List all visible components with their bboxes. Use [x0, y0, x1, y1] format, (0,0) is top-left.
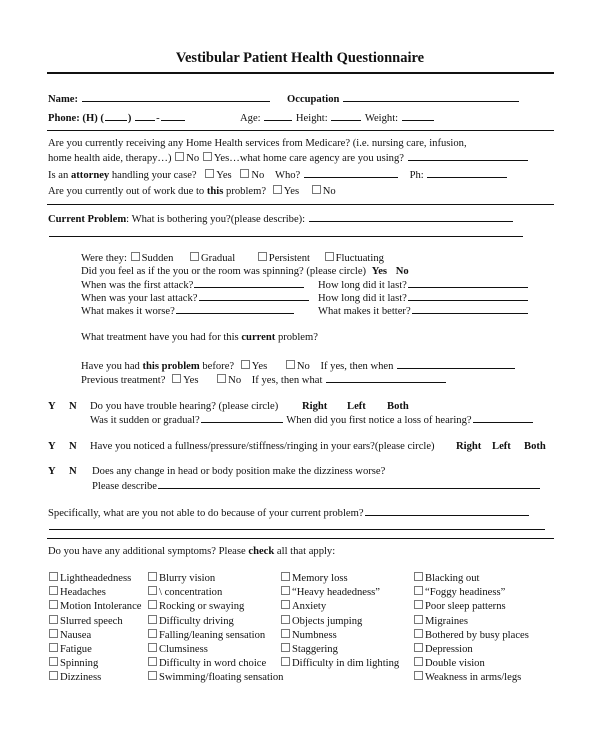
hearing-yes[interactable]: Y — [48, 401, 56, 412]
had-before-no-checkbox[interactable] — [286, 360, 295, 369]
symptom-checkbox[interactable] — [281, 572, 290, 581]
phone-label: Phone: (H) ( — [48, 113, 104, 124]
symptom-label: Lightheadedness — [60, 573, 132, 584]
limitations-field[interactable] — [365, 506, 529, 516]
home-health-line2: home health aide, therapy…) No Yes…what home care agency are you using? — [48, 151, 529, 165]
current-problem-field-2[interactable] — [49, 227, 523, 237]
symptom-checkbox[interactable] — [148, 657, 157, 666]
had-before-when-field[interactable] — [397, 359, 515, 369]
symptom-label: Blacking out — [425, 573, 480, 584]
symptom-checkbox[interactable] — [414, 586, 423, 595]
position-yes[interactable]: Y — [48, 466, 56, 477]
symptom-item[interactable] — [147, 657, 266, 670]
symptom-label: Slurred speech — [60, 615, 123, 627]
symptom-label: “Foggy headiness” — [425, 587, 506, 599]
symptom-item[interactable] — [48, 615, 123, 628]
phone-close-paren: ) — [127, 113, 132, 124]
first-attack-field[interactable] — [194, 278, 304, 288]
treatment-row: What treatment have you had for this current problem? — [81, 332, 318, 343]
phone-area-field[interactable] — [105, 111, 127, 121]
symptom-checkbox[interactable] — [281, 643, 290, 652]
ears-question: Have you noticed a fullness/pressure/stiffness/ringing in your ears?(please circle) — [90, 441, 435, 452]
symptom-checkbox[interactable] — [148, 615, 157, 624]
symptom-checkbox[interactable] — [49, 671, 58, 680]
last-attack-duration-field[interactable] — [408, 291, 528, 301]
symptom-label: “Heavy headedness” — [292, 587, 380, 599]
last-attack-row: When was your last attack? — [81, 291, 310, 305]
gradual-checkbox[interactable] — [190, 252, 199, 261]
hearing-no[interactable]: N — [69, 401, 77, 412]
last-attack-field[interactable] — [199, 291, 309, 301]
symptom-label: Blurry vision — [159, 573, 216, 584]
age-label: Age: — [240, 113, 261, 124]
symptom-label: Falling/leaning sensation — [159, 629, 266, 641]
symptom-item[interactable] — [413, 600, 506, 613]
symptom-label: Double vision — [425, 658, 485, 670]
symptom-item[interactable] — [48, 629, 91, 642]
current-problem-field[interactable] — [309, 212, 513, 222]
symptom-checkbox[interactable] — [414, 600, 423, 609]
symptom-checkbox[interactable] — [49, 657, 58, 666]
symptom-label: Difficulty in word choice — [159, 658, 267, 670]
symptom-item[interactable] — [147, 586, 222, 599]
symptom-checkbox[interactable] — [148, 643, 157, 652]
sudden-checkbox[interactable] — [131, 252, 140, 261]
weight-label: Weight: — [364, 113, 399, 124]
position-no[interactable]: N — [69, 466, 77, 477]
symptom-label: Weakness in arms/legs — [425, 672, 522, 684]
symptom-label: Objects jumping — [292, 615, 363, 627]
occupation-row — [287, 92, 520, 106]
home-care-agency-field[interactable] — [408, 151, 528, 161]
symptom-label: Memory loss — [292, 573, 348, 584]
first-attack-duration-field[interactable] — [408, 278, 528, 288]
hearing-both[interactable]: Both — [387, 401, 409, 412]
persistent-checkbox[interactable] — [258, 252, 267, 261]
symptom-label: Nausea — [60, 629, 92, 641]
occupation-label: Occupation — [287, 94, 340, 105]
previous-treatment-what-field[interactable] — [326, 373, 446, 383]
symptom-item[interactable] — [280, 572, 348, 585]
symptom-item[interactable] — [147, 629, 265, 642]
title-divider — [47, 72, 554, 74]
symptom-item[interactable] — [280, 657, 399, 670]
symptom-item[interactable] — [413, 586, 505, 599]
symptom-item[interactable] — [280, 600, 326, 613]
symptom-label: Depression — [425, 644, 473, 655]
symptom-checkbox[interactable] — [281, 586, 290, 595]
symptom-item[interactable] — [48, 586, 106, 599]
symptom-label: Difficulty in dim lighting — [292, 658, 400, 670]
attorney-who-field[interactable] — [304, 168, 398, 178]
symptom-label: Dizziness — [60, 672, 102, 684]
symptom-label: Motion Intolerance — [60, 601, 142, 613]
spinning-yes[interactable]: Yes — [371, 266, 388, 277]
symptom-checkbox[interactable] — [49, 629, 58, 638]
symptom-checkbox[interactable] — [49, 572, 58, 581]
hearing-right[interactable]: Right — [302, 401, 328, 412]
symptom-checkbox[interactable] — [414, 671, 423, 680]
symptom-checkbox[interactable] — [281, 600, 290, 609]
symptom-item[interactable] — [147, 671, 283, 684]
hearing-onset-field[interactable] — [201, 413, 283, 423]
symptom-label: Clumsiness — [159, 644, 208, 655]
out-of-work-yes-checkbox[interactable] — [273, 185, 282, 194]
symptom-item[interactable] — [48, 572, 131, 585]
symptom-item[interactable] — [413, 629, 529, 642]
symptom-checkbox[interactable] — [414, 629, 423, 638]
out-of-work-row: Are you currently out of work due to this problem? Yes No — [48, 186, 336, 197]
symptom-checkbox[interactable] — [414, 657, 423, 666]
symptom-checkbox[interactable] — [49, 615, 58, 624]
position-describe-field[interactable] — [158, 479, 540, 489]
name-field[interactable] — [82, 92, 270, 102]
ears-yes[interactable]: Y — [48, 441, 56, 452]
symptom-checkbox[interactable] — [281, 615, 290, 624]
home-health-yes-checkbox[interactable] — [203, 152, 212, 161]
better-field[interactable] — [412, 304, 528, 314]
symptom-checkbox[interactable] — [414, 572, 423, 581]
had-before-row: Have you had this problem before? Yes No If yes, then when — [81, 359, 516, 373]
symptom-checkbox[interactable] — [148, 629, 157, 638]
symptom-checkbox[interactable] — [148, 572, 157, 581]
name-row — [48, 92, 271, 106]
symptom-item[interactable] — [413, 572, 479, 585]
symptom-label: Anxiety — [292, 601, 327, 613]
had-before-yes-checkbox[interactable] — [241, 360, 250, 369]
symptom-item[interactable] — [48, 671, 101, 684]
last-attack-duration-row: How long did it last? — [318, 291, 529, 305]
hearing-onset-row: Was it sudden or gradual? When did you first notice a loss of hearing? — [90, 413, 534, 427]
symptom-checkbox[interactable] — [148, 586, 157, 595]
phone-dash: - — [156, 113, 160, 124]
symptom-item[interactable] — [413, 615, 468, 628]
hearing-question: Do you have trouble hearing? (please circle) — [90, 401, 279, 412]
worse-field[interactable] — [176, 304, 294, 314]
phone-row — [48, 111, 186, 125]
hearing-loss-date-field[interactable] — [473, 413, 533, 423]
age-row — [240, 111, 435, 125]
better-row: What makes it better? — [318, 304, 529, 318]
symptom-item[interactable] — [147, 643, 208, 656]
symptom-item[interactable] — [48, 643, 92, 656]
symptom-label: Numbness — [292, 629, 337, 641]
symptom-label: Rocking or swaying — [159, 601, 245, 613]
spinning-no[interactable]: No — [395, 266, 409, 277]
symptom-item[interactable] — [280, 586, 380, 599]
symptom-checkbox[interactable] — [49, 643, 58, 652]
out-of-work-no-checkbox[interactable] — [312, 185, 321, 194]
symptom-label: \ concentration — [159, 587, 223, 599]
ears-both[interactable]: Both — [524, 441, 546, 452]
previous-treatment-yes-checkbox[interactable] — [172, 374, 181, 383]
symptom-checkbox[interactable] — [414, 615, 423, 624]
home-health-no-checkbox[interactable] — [175, 152, 184, 161]
symptom-item[interactable] — [413, 657, 485, 670]
previous-treatment-no-checkbox[interactable] — [217, 374, 226, 383]
height-label: Height: — [295, 113, 328, 124]
symptom-item[interactable] — [48, 657, 98, 670]
symptom-checkbox[interactable] — [49, 586, 58, 595]
worse-row: What makes it worse? — [81, 304, 295, 318]
home-health-line1: Are you currently receiving any Home Health services from Medicare? (i.e. nursing care, infusion, — [48, 138, 467, 149]
onset-row: Were they: Sudden Gradual Persistent Fluctuating — [81, 253, 384, 264]
section-divider-1 — [47, 204, 554, 205]
symptom-item[interactable] — [147, 615, 234, 628]
height-field[interactable] — [331, 111, 361, 121]
symptoms-prompt: Do you have any additional symptoms? Please check all that apply: — [48, 546, 336, 557]
current-problem-row: Current Problem: What is bothering you?(please describe): — [48, 212, 514, 226]
occupation-field[interactable] — [343, 92, 519, 102]
position-question: Does any change in head or body position make the dizziness worse? — [92, 466, 386, 477]
symptom-item[interactable] — [413, 643, 473, 656]
attorney-row: Is an attorney handling your case? Yes No Who? Ph: — [48, 168, 508, 182]
symptom-item[interactable] — [147, 572, 215, 585]
phone-prefix-field[interactable] — [135, 111, 155, 121]
symptom-label: Headaches — [60, 587, 106, 599]
ears-left[interactable]: Left — [492, 441, 511, 452]
symptom-label: Poor sleep patterns — [425, 601, 506, 613]
symptom-checkbox[interactable] — [281, 629, 290, 638]
symptom-label: Fatigue — [60, 644, 92, 655]
symptom-label: Migraines — [425, 615, 468, 627]
first-attack-row: When was the first attack? — [81, 278, 305, 292]
limitations-row: Specifically, what are you not able to do because of your current problem? — [48, 506, 530, 520]
symptom-label: Swimming/floating sensation — [159, 672, 284, 684]
age-field[interactable] — [264, 111, 292, 121]
symptom-item[interactable] — [280, 629, 337, 642]
symptom-item[interactable] — [147, 600, 244, 613]
attorney-yes-checkbox[interactable] — [205, 169, 214, 178]
current-problem-line2 — [48, 227, 524, 241]
limitations-field-2[interactable] — [49, 520, 545, 530]
symptom-item[interactable] — [413, 671, 521, 684]
ears-right[interactable]: Right — [456, 441, 482, 452]
section-divider-2 — [47, 538, 554, 539]
attorney-no-checkbox[interactable] — [240, 169, 249, 178]
symptom-checkbox[interactable] — [281, 657, 290, 666]
symptom-item[interactable] — [280, 643, 338, 656]
fluctuating-checkbox[interactable] — [325, 252, 334, 261]
symptom-label: Spinning — [60, 658, 99, 670]
attorney-phone-field[interactable] — [427, 168, 507, 178]
symptom-checkbox[interactable] — [148, 600, 157, 609]
symptom-label: Difficulty driving — [159, 615, 234, 627]
phone-line-field[interactable] — [161, 111, 185, 121]
symptom-label: Staggering — [292, 644, 338, 655]
limitations-line2 — [48, 520, 546, 534]
symptom-item[interactable] — [280, 615, 362, 628]
header-divider — [47, 130, 554, 131]
symptom-checkbox[interactable] — [414, 643, 423, 652]
previous-treatment-row: Previous treatment? Yes No If yes, then what — [81, 373, 447, 387]
position-describe-row: Please describe — [92, 479, 541, 493]
symptom-checkbox[interactable] — [49, 600, 58, 609]
spinning-row: Did you feel as if the you or the room was spinning? (please circle) Yes No — [81, 266, 409, 277]
page-title: Vestibular Patient Health Questionnaire — [175, 50, 425, 66]
symptom-item[interactable] — [48, 600, 142, 613]
current-problem-label: Current Problem — [48, 214, 127, 225]
weight-field[interactable] — [402, 111, 434, 121]
ears-no[interactable]: N — [69, 441, 77, 452]
hearing-left[interactable]: Left — [347, 401, 366, 412]
name-label: Name: — [48, 94, 79, 105]
first-attack-duration-row: How long did it last? — [318, 278, 529, 292]
symptom-checkbox[interactable] — [148, 671, 157, 680]
symptom-label: Bothered by busy places — [425, 629, 529, 641]
